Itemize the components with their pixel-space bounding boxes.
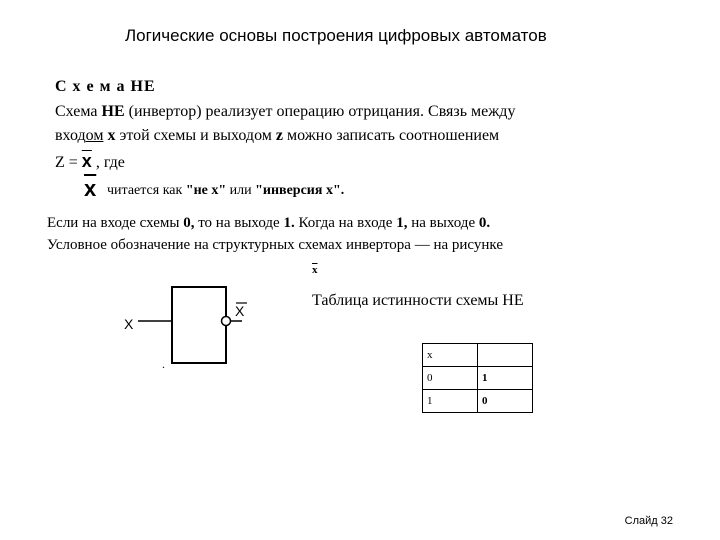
- description-line-1: Если на входе схемы 0, то на выходе 1. Когда на входе 1, на выходе 0.: [47, 215, 491, 231]
- small-inverted-x: $\overline{x}$: [312, 264, 318, 276]
- inverted-x-symbol: $\overline{x}$: [84, 176, 97, 201]
- inverter-diagram: [120, 282, 260, 367]
- table-cell: 1: [423, 390, 478, 413]
- table-cell: 1: [478, 367, 533, 390]
- text-line-1: Схема НЕ (инвертор) реализует операцию отрицания. Связь между: [55, 103, 516, 120]
- schema-heading: С х е м а НЕ: [55, 78, 156, 95]
- table-cell: 0: [478, 390, 533, 413]
- truth-table-caption: Таблица истинности схемы НЕ: [312, 292, 524, 309]
- diagram-dot: .: [162, 357, 165, 371]
- text-line-4: читается как "не x" или "инверсия x".: [107, 183, 345, 198]
- input-label: X: [124, 316, 134, 332]
- slide-title: Логические основы построения цифровых автоматов: [125, 26, 547, 45]
- inversion-bubble: [222, 317, 231, 326]
- table-cell: [478, 344, 533, 367]
- description-line-2: Условное обозначение на структурных схемах инвертора — на рисунке: [47, 237, 503, 253]
- table-cell: x: [423, 344, 478, 367]
- text-line-2: входом x этой схемы и выходом z можно записать соотношением: [55, 127, 500, 144]
- truth-table: [422, 343, 533, 413]
- table-row: [423, 390, 533, 413]
- table-row: [423, 367, 533, 390]
- inverter-body: [172, 287, 226, 363]
- slide-number: Слайд 32: [624, 515, 673, 527]
- table-row: [423, 344, 533, 367]
- output-label: X: [235, 303, 245, 319]
- text-line-3: $Z = \overline{x}$ , где: [55, 151, 125, 171]
- table-cell: 0: [423, 367, 478, 390]
